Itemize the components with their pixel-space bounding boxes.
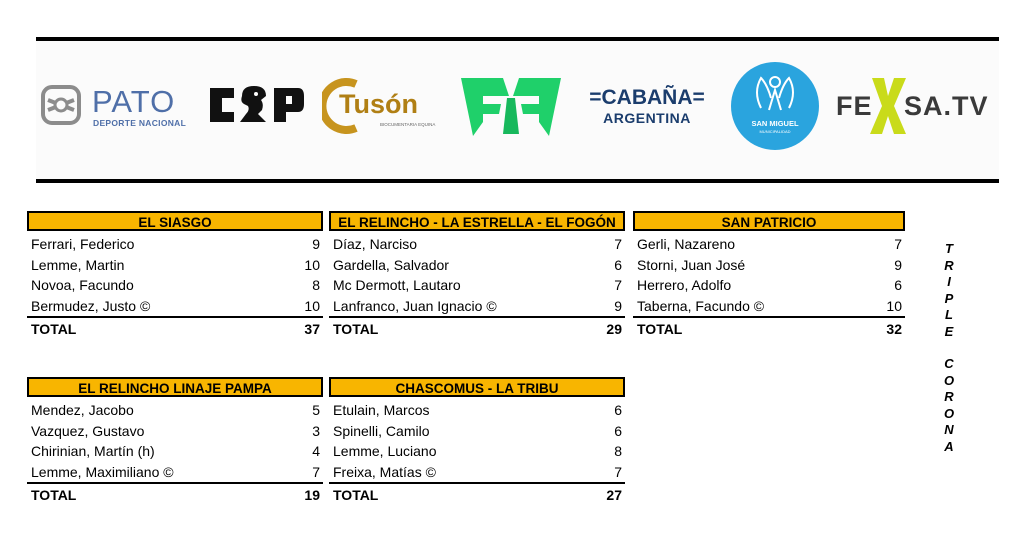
player-name: Novoa, Facundo: [31, 277, 134, 294]
player-handicap: 9: [894, 256, 902, 273]
vertical-letter: A: [944, 438, 954, 454]
player-row: [329, 275, 625, 296]
cabana-logo: [578, 86, 716, 126]
player-name: Lemme, Maximiliano ©: [31, 463, 174, 480]
vertical-letter: T: [945, 241, 953, 256]
total-label: TOTAL: [333, 486, 379, 503]
player-handicap: 6: [614, 422, 622, 439]
player-row: [633, 296, 905, 317]
san-miguel-title: SAN MIGUEL: [751, 119, 799, 128]
vertical-letter: E: [944, 323, 954, 339]
player-row: [329, 462, 625, 483]
csp-logo-icon: [206, 80, 306, 130]
player-handicap: 8: [614, 443, 622, 460]
player-handicap: 7: [894, 236, 902, 253]
player-handicap: 9: [312, 236, 320, 253]
total-value: 19: [304, 486, 320, 503]
player-row: [27, 234, 323, 255]
player-handicap: 6: [614, 402, 622, 419]
bottom-divider: [36, 179, 999, 183]
player-handicap: 5: [312, 402, 320, 419]
vertical-letter: P: [944, 290, 954, 306]
team-card-el-relincho-linaje-pampa: [27, 377, 323, 505]
total-value: 32: [886, 320, 902, 337]
team-name: EL SIASGO: [27, 211, 323, 231]
vertical-word-triple: [942, 241, 956, 340]
player-name: Storni, Juan José: [637, 256, 746, 273]
player-row: [27, 421, 323, 442]
player-handicap: 10: [886, 297, 902, 314]
vertical-spacer: [942, 340, 956, 356]
player-row: [329, 421, 625, 442]
team-card-san-patricio: [633, 211, 905, 339]
vertical-letter: O: [943, 372, 955, 388]
player-name: Vazquez, Gustavo: [31, 422, 145, 439]
pato-tagline: DEPORTE NACIONAL: [93, 118, 187, 128]
player-row: [633, 275, 905, 296]
san-miguel-logo: [731, 62, 819, 150]
player-handicap: 3: [312, 422, 320, 439]
player-name: Lemme, Luciano: [333, 443, 437, 460]
player-handicap: 7: [614, 277, 622, 294]
fexsa-prefix: FE: [836, 91, 873, 121]
player-name: Chirinian, Martín (h): [31, 443, 155, 460]
total-value: 29: [606, 320, 622, 337]
player-name: Gerli, Nazareno: [637, 236, 736, 253]
player-row: [27, 441, 323, 462]
player-row: [27, 296, 323, 317]
player-row: [329, 441, 625, 462]
player-name: Taberna, Facundo ©: [637, 297, 765, 314]
player-row: [27, 255, 323, 276]
player-handicap: 6: [614, 256, 622, 273]
player-row: [633, 234, 905, 255]
player-handicap: 7: [312, 463, 320, 480]
player-name: Ferrari, Federico: [31, 236, 135, 253]
total-row: [329, 482, 625, 505]
team-name: EL RELINCHO LINAJE PAMPA: [27, 377, 323, 397]
total-label: TOTAL: [333, 320, 379, 337]
player-handicap: 7: [614, 236, 622, 253]
player-name: Gardella, Salvador: [333, 256, 449, 273]
total-label: TOTAL: [637, 320, 683, 337]
team-card-el-relincho-la-estrella-el-fogon: [329, 211, 625, 339]
player-handicap: 9: [614, 297, 622, 314]
player-name: Spinelli, Camilo: [333, 422, 430, 439]
total-row: [27, 316, 323, 339]
fexsa-logo: [836, 74, 988, 138]
team-name: CHASCOMUS - LA TRIBU: [329, 377, 625, 397]
player-row: [633, 255, 905, 276]
vertical-word-corona: [942, 356, 956, 455]
player-handicap: 10: [304, 297, 320, 314]
tuson-tagline: BIOCUMENTARIA EQUINA: [380, 122, 436, 127]
cabana-tagline: ARGENTINA: [603, 110, 691, 126]
team-card-chascomus-la-tribu: [329, 377, 625, 505]
total-label: TOTAL: [31, 320, 77, 337]
player-name: Lanfranco, Juan Ignacio ©: [333, 297, 497, 314]
total-value: 37: [304, 320, 320, 337]
fexsa-suffix: SA.TV: [904, 91, 989, 121]
player-name: Lemme, Martin: [31, 256, 125, 273]
player-row: [329, 296, 625, 317]
angel-icon: [731, 62, 819, 118]
f-logo: [459, 74, 563, 138]
vertical-letter: R: [944, 389, 954, 404]
player-row: [27, 462, 323, 483]
player-name: Díaz, Narciso: [333, 236, 418, 253]
f-logo-icon: [459, 74, 563, 138]
player-handicap: 10: [304, 256, 320, 273]
pato-emblem-icon: [40, 84, 82, 126]
player-name: Mc Dermott, Lautaro: [333, 277, 461, 294]
player-row: [329, 255, 625, 276]
player-handicap: 4: [312, 443, 320, 460]
player-name: Freixa, Matías ©: [333, 463, 436, 480]
player-name: Mendez, Jacobo: [31, 402, 134, 419]
total-row: [27, 482, 323, 505]
player-handicap: 6: [894, 277, 902, 294]
tuson-logo: [322, 76, 450, 136]
player-name: Bermudez, Justo ©: [31, 297, 151, 314]
total-row: [329, 316, 625, 339]
cabana-wordmark: =CABAÑA=: [589, 86, 705, 109]
player-row: [27, 275, 323, 296]
total-label: TOTAL: [31, 486, 77, 503]
fexsa-x-icon: [868, 74, 908, 138]
vertical-letter: N: [944, 422, 954, 437]
triple-corona-label: [942, 241, 956, 455]
player-row: [27, 400, 323, 421]
vertical-letter: R: [944, 257, 954, 273]
tuson-wordmark: Tusón: [339, 89, 418, 119]
total-value: 27: [606, 486, 622, 503]
vertical-letter: C: [944, 356, 954, 371]
csp-logo: [206, 80, 306, 130]
team-name: EL RELINCHO - LA ESTRELLA - EL FOGÓN: [329, 211, 625, 231]
player-row: [329, 400, 625, 421]
vertical-letter: L: [945, 307, 953, 322]
vertical-letter: I: [947, 274, 951, 289]
team-card-el-siasgo: [27, 211, 323, 339]
team-name: SAN PATRICIO: [633, 211, 905, 231]
player-name: Etulain, Marcos: [333, 402, 430, 419]
player-handicap: 7: [614, 463, 622, 480]
pato-logo: [40, 84, 190, 130]
total-row: [633, 316, 905, 339]
player-row: [329, 234, 625, 255]
pato-wordmark: PATO: [92, 84, 176, 119]
player-handicap: 8: [312, 277, 320, 294]
player-name: Herrero, Adolfo: [637, 277, 732, 294]
san-miguel-tagline: MUNICIPALIDAD: [759, 129, 791, 134]
vertical-letter: O: [943, 405, 955, 421]
